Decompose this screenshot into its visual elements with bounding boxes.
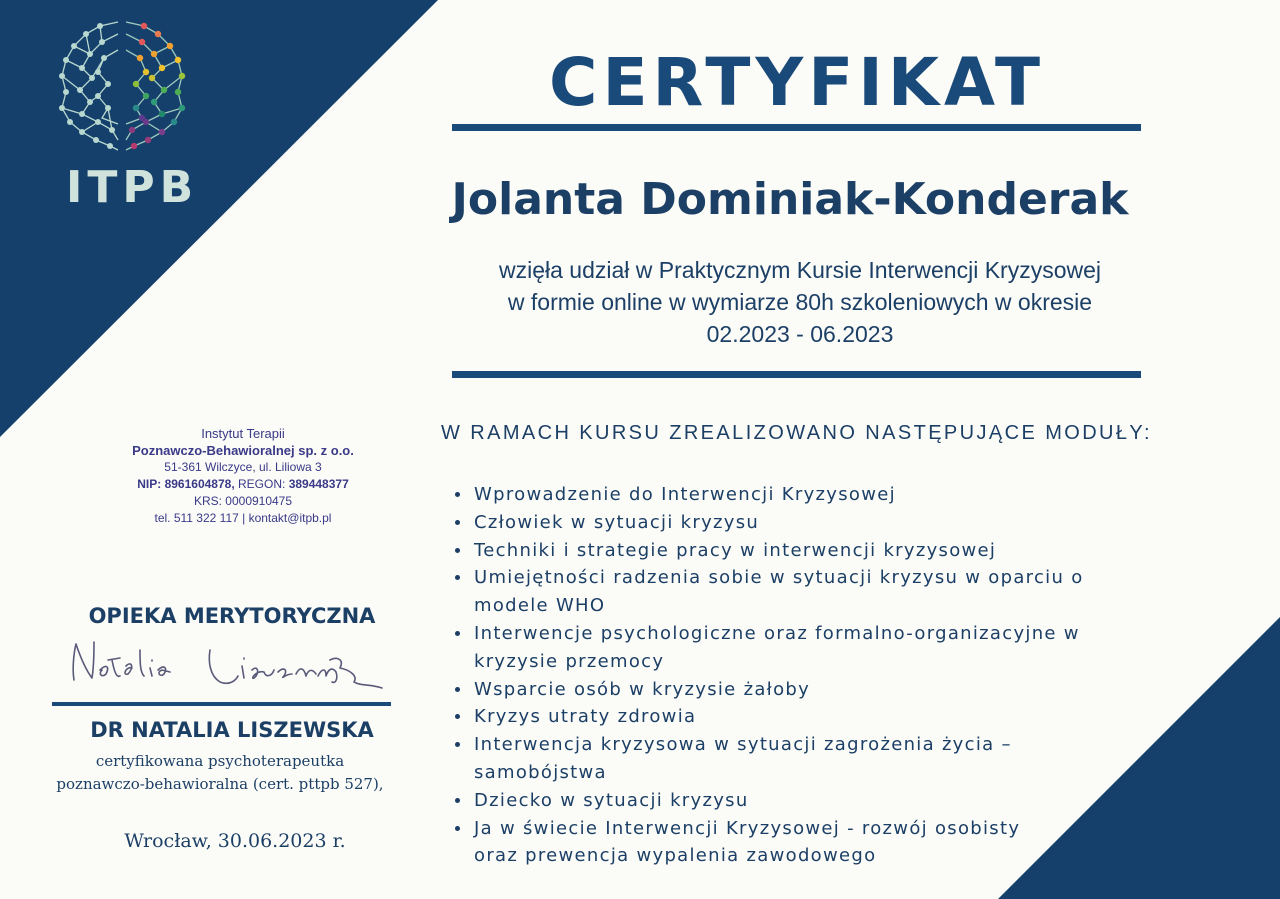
nip-label: NIP: — [137, 477, 162, 491]
supervision-heading: OPIEKA MERYTORYCZNA — [88, 604, 376, 628]
module-item-text: Wsparcie osób w kryzysie żałoby — [474, 678, 811, 700]
org-contact: tel. 511 322 117 | kontakt@itpb.pl — [154, 511, 332, 525]
modules-list — [455, 481, 1145, 870]
org-name-line: Instytut Terapii — [201, 426, 285, 441]
description-line: wzięła udział w Praktycznym Kursie Interwencji Kryzysowej — [498, 257, 1102, 283]
org-ids — [78, 476, 408, 493]
module-item — [455, 564, 1145, 620]
module-item — [455, 787, 1145, 815]
org-name-line: Poznawczo-Behawioralnej sp. z o.o. — [132, 443, 354, 458]
certificate-description — [440, 254, 1160, 350]
module-item — [455, 481, 1145, 509]
description-divider — [452, 371, 1141, 378]
modules-heading: W RAMACH KURSU ZREALIZOWANO NASTĘPUJĄCE MODUŁY: — [441, 422, 1153, 444]
logo-text: ITPB — [66, 162, 199, 213]
doctor-description — [30, 750, 410, 796]
regon-value: 389448377 — [288, 477, 349, 491]
module-item-text: Interwencja kryzysowa w sytuacji zagrożenia życia – — [474, 734, 1012, 756]
module-item — [455, 703, 1145, 731]
certificate-title: CERTYFIKAT — [549, 44, 1045, 121]
signature-line — [52, 702, 391, 706]
module-item-text: Dziecko w sytuacji kryzysu — [474, 789, 749, 811]
doctor-desc-line: poznawczo-behawioralna (cert. pttpb 527), — [56, 775, 384, 793]
module-item-text: kryzysie przemocy — [474, 650, 665, 672]
module-item — [455, 815, 1145, 871]
module-item — [455, 731, 1145, 787]
module-item — [455, 509, 1145, 537]
regon-label: REGON: — [238, 477, 286, 491]
module-item-text: Kryzys utraty zdrowia — [474, 706, 697, 728]
description-line: w formie online w wymiarze 80h szkoleniowych w okresie — [507, 289, 1093, 315]
org-address: 51-361 Wilczyce, ul. Liliowa 3 — [164, 460, 322, 474]
module-item — [455, 620, 1145, 676]
module-item-text: oraz prewencja wypalenia zawodowego — [474, 845, 877, 867]
recipient-name: Jolanta Dominiak-Konderak — [451, 174, 1129, 225]
module-item-text: Ja w świecie Interwencji Kryzysowej - rozwój osobisty — [474, 817, 1021, 839]
module-item-text: Wprowadzenie do Interwencji Kryzysowej — [474, 484, 896, 505]
module-item-text: samobójstwa — [474, 761, 607, 783]
itpb-logo-brain-icon — [52, 14, 192, 159]
signature-image — [60, 630, 390, 700]
module-item-text: Interwencje psychologiczne oraz formalno-organizacyjne w — [474, 622, 1080, 644]
module-item — [455, 537, 1145, 565]
module-item-text: Umiejętności radzenia sobie w sytuacji kryzysu w oparciu o — [474, 567, 1084, 589]
place-date: Wrocław, 30.06.2023 r. — [124, 830, 346, 852]
doctor-name: DR NATALIA LISZEWSKA — [90, 718, 374, 742]
module-item — [455, 676, 1145, 704]
module-item-text: Człowiek w sytuacji kryzysu — [474, 511, 760, 533]
title-divider — [452, 124, 1141, 131]
description-line: 02.2023 - 06.2023 — [706, 321, 894, 347]
nip-value: 8961604878, — [164, 477, 235, 491]
module-item-text: Techniki i strategie pracy w interwencji kryzysowej — [474, 539, 997, 561]
organization-info — [78, 425, 408, 527]
doctor-desc-line: certyfikowana psychoterapeutka — [95, 752, 345, 770]
module-item-text: modele WHO — [474, 595, 606, 617]
org-krs: KRS: 0000910475 — [193, 494, 293, 508]
